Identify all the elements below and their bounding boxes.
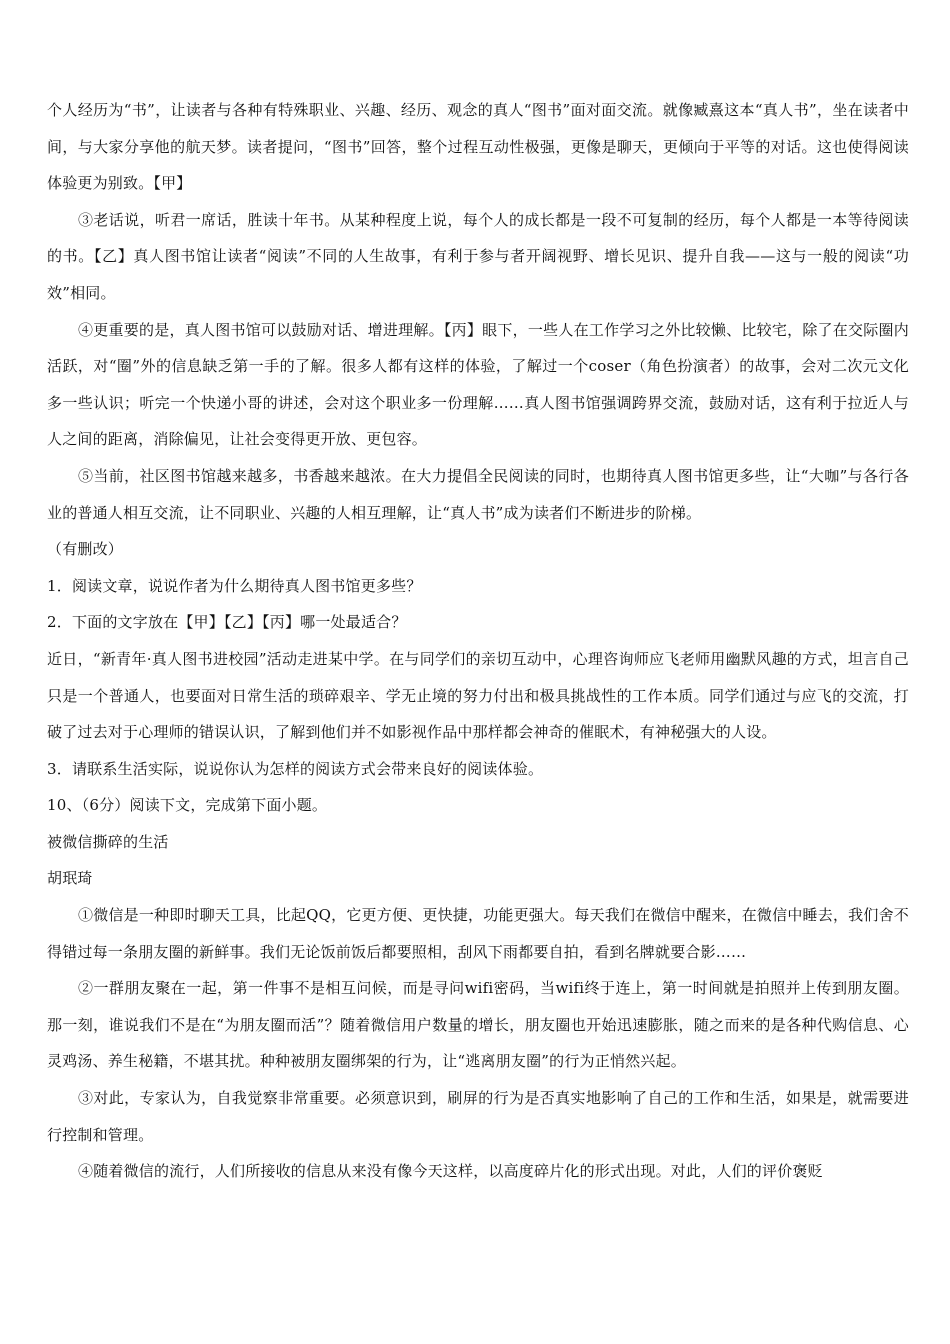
article-paragraph-continued: 个人经历为“书”，让读者与各种有特殊职业、兴趣、经历、观念的真人“图书”面对面交流。就像臧熹这本“真人书”，坐在读者中间，与大家分享他的航天梦。读者提问，“图书”回答，整个过程互动性极强，更像是聊天，更倾向于平等的对话。这也使得阅读体验更为别致。【甲】	[47, 101, 909, 193]
article-paragraph-5: ⑤当前，社区图书馆越来越多，书香越来越浓。在大力提倡全民阅读的同时，也期待真人图书馆更多些，让“大咖”与各行各业的普通人相互交流，让不同职业、兴趣的人相互理解，让“真人书”成为读者们不断进步的阶梯。	[47, 466, 909, 522]
question-1: 1．阅读文章，说说作者为什么期待真人图书馆更多些？	[47, 576, 422, 595]
article2-paragraph-2: ②一群朋友聚在一起，第一件事不是相互问候，而是寻问wifi密码，当wifi终于连上，第一时间就是拍照并上传到朋友圈。那一刻，谁说我们不是在“为朋友圈而活”？随着微信用户数量的增长，朋友圈也开始迅速膨胀，随之而来的是各种代购信息、心灵鸡汤、养生秘籍，不堪其扰。种种被朋友圈绑架的行为，让“逃离朋友圈”的行为正悄然兴起。	[47, 979, 909, 1071]
question-10-header: 10、（6分）阅读下文，完成第下面小题。	[47, 796, 328, 815]
article-title: 被微信撕碎的生活	[47, 832, 169, 851]
question-2-passage: 近日，“新青年·真人图书进校园”活动走进某中学。在与同学们的亲切互动中，心理咨询师应飞老师用幽默风趣的方式，坦言自己只是一个普通人，也要面对日常生活的琐碎艰辛、学无止境的努力付出和极具挑战性的工作本质。同学们通过与应飞的交流，打破了过去对于心理师的错误认识，了解到他们并不如影视作品中那样都会神奇的催眠术，有神秘强大的人设。	[47, 649, 909, 742]
article2-paragraph-4: ④随着微信的流行，人们所接收的信息从来没有像今天这样，以高度碎片化的形式出现。对此，人们的评价褒贬	[78, 1162, 823, 1181]
article-author: 胡珉琦	[47, 869, 93, 888]
article-paragraph-3: ③老话说，听君一席话，胜读十年书。从某种程度上说，每个人的成长都是一段不可复制的经历，每个人都是一本等待阅读的书。【乙】真人图书馆让读者“阅读”不同的人生故事，有利于参与者开阔视野、增长见识、提升自我——这与一般的阅读“功效”相同。	[47, 210, 909, 302]
article2-paragraph-1: ①微信是一种即时聊天工具，比起QQ，它更方便、更快捷，功能更强大。每天我们在微信中醒来，在微信中睡去，我们舍不得错过每一条朋友圈的新鲜事。我们无论饭前饭后都要照相，刮风下雨都要自拍，看到名牌就要合影……	[47, 906, 909, 961]
document-page	[47, 92, 909, 1190]
question-3: 3．请联系生活实际，说说你认为怎样的阅读方式会带来良好的阅读体验。	[47, 759, 544, 778]
article2-paragraph-3: ③对此，专家认为，自我觉察非常重要。必须意识到，刷屏的行为是否真实地影响了自己的工作和生活，如果是，就需要进行控制和管理。	[47, 1089, 909, 1144]
edit-note: （有删改）	[47, 540, 124, 559]
article-paragraph-4: ④更重要的是，真人图书馆可以鼓励对话、增进理解。【丙】眼下，一些人在工作学习之外比较懒、比较宅，除了在交际圈内活跃，对“圈”外的信息缺乏第一手的了解。很多人都有这样的体验，了解过一个coser（角色扮演者）的故事，会对二次元文化多一些认识；听完一个快递小哥的讲述，会对这个职业多一份理解……真人图书馆强调跨界交流，鼓励对话，这有利于拉近人与人之间的距离，消除偏见，让社会变得更开放、更包容。	[47, 320, 909, 449]
question-2: 2．下面的文字放在【甲】【乙】【丙】哪一处最适合？	[47, 613, 407, 632]
